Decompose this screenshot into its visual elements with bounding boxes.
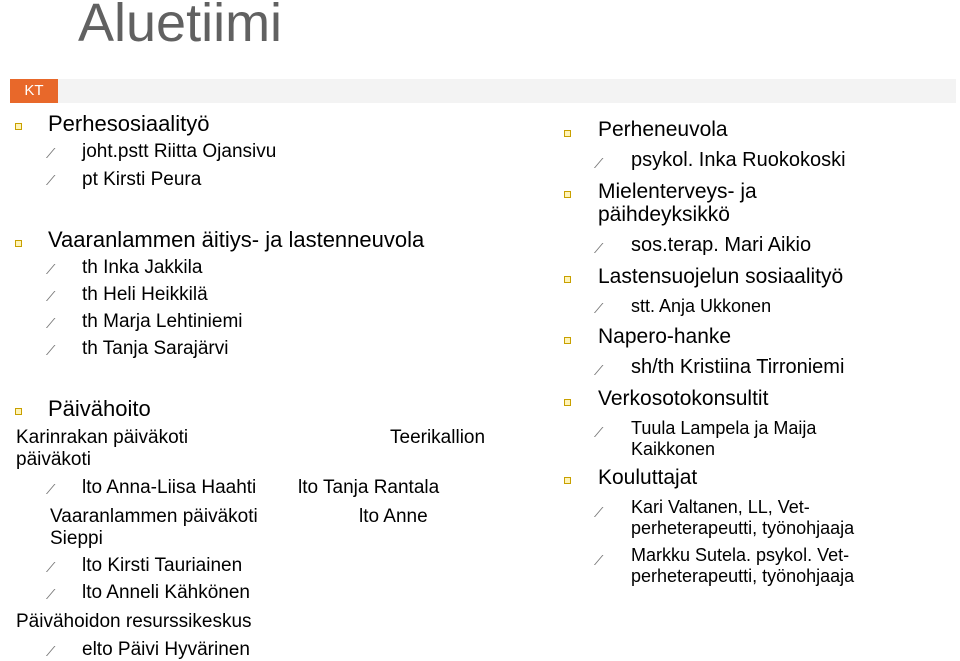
list-item: Kari Valtanen, LL, Vet- <box>631 497 810 517</box>
section-heading-napero: Napero-hanke <box>598 325 732 348</box>
daycare-name: Karinrakan päiväkoti <box>16 427 189 448</box>
list-item: elto Päivi Hyvärinen <box>82 639 250 660</box>
section-heading-kouluttajat: Kouluttajat <box>598 466 698 489</box>
dash-bullet-icon: ⁄ <box>598 362 601 379</box>
list-item: stt. Anja Ukkonen <box>631 296 772 316</box>
dash-bullet-icon: ⁄ <box>598 300 601 317</box>
list-item-cont: Kaikkonen <box>631 439 716 459</box>
list-item-cont: Sieppi <box>50 528 103 549</box>
dash-bullet-icon: ⁄ <box>50 481 53 498</box>
dash-bullet-icon: ⁄ <box>50 288 53 305</box>
section-heading-mielenterveys: Mielenterveys- ja <box>598 180 757 203</box>
list-item: th Tanja Sarajärvi <box>82 338 229 359</box>
dash-bullet-icon: ⁄ <box>598 552 601 569</box>
list-item: Markku Sutela. psykol. Vet- <box>631 545 850 565</box>
dash-bullet-icon: ⁄ <box>598 504 601 521</box>
dash-bullet-icon: ⁄ <box>50 643 53 660</box>
daycare-name: Vaaranlammen päiväkoti <box>50 506 258 527</box>
square-bullet-icon <box>564 399 571 406</box>
square-bullet-icon <box>564 337 571 344</box>
resurssi-heading: Päivähoidon resurssikeskus <box>16 611 252 632</box>
list-item: pt Kirsti Peura <box>82 169 202 190</box>
dash-bullet-icon: ⁄ <box>598 240 601 257</box>
list-item: sos.terap. Mari Aikio <box>631 234 812 256</box>
list-item: lto Anneli Kähkönen <box>82 582 250 603</box>
daycare-name: Teerikallion <box>390 427 486 448</box>
daycare-name-cont: päiväkoti <box>16 449 91 470</box>
section-heading-neuvola: Vaaranlammen äitiys- ja lastenneuvola <box>48 227 425 252</box>
list-item: th Heli Heikkilä <box>82 284 208 305</box>
list-item: lto Kirsti Tauriainen <box>82 555 243 576</box>
dash-bullet-icon: ⁄ <box>598 424 601 441</box>
dash-bullet-icon: ⁄ <box>50 342 53 359</box>
dash-bullet-icon: ⁄ <box>50 559 53 576</box>
section-heading-perheneuvola: Perheneuvola <box>598 118 728 141</box>
square-bullet-icon <box>564 276 571 283</box>
kt-tag: KT <box>10 79 58 103</box>
slide-title: Aluetiimi <box>78 0 283 53</box>
square-bullet-icon <box>564 130 571 137</box>
square-bullet-icon <box>15 123 22 130</box>
square-bullet-icon <box>15 240 22 247</box>
dash-bullet-icon: ⁄ <box>50 315 53 332</box>
list-item: joht.pstt Riitta Ojansivu <box>82 141 277 162</box>
dash-bullet-icon: ⁄ <box>50 172 53 189</box>
dash-bullet-icon: ⁄ <box>50 145 53 162</box>
list-item: sh/th Kristiina Tirroniemi <box>631 356 845 378</box>
list-item: lto Tanja Rantala <box>298 477 440 498</box>
section-heading-lastensuojelu: Lastensuojelun sosiaalityö <box>598 265 844 288</box>
section-heading-mielenterveys-cont: päihdeyksikkö <box>598 203 730 226</box>
list-item: psykol. Inka Ruokokoski <box>631 149 846 171</box>
list-item: lto Anne <box>359 506 428 527</box>
list-item: th Marja Lehtiniemi <box>82 311 243 332</box>
dash-bullet-icon: ⁄ <box>50 586 53 603</box>
section-heading-paivahoito: Päivähoito <box>48 396 151 421</box>
list-item-cont: perheterapeutti, työnohjaaja <box>631 518 855 538</box>
dash-bullet-icon: ⁄ <box>598 155 601 172</box>
list-item-cont: perheterapeutti, työnohjaaja <box>631 566 855 586</box>
header-band <box>10 79 956 103</box>
list-item: lto Anna-Liisa Haahti <box>82 477 257 498</box>
list-item: Tuula Lampela ja Maija <box>631 418 817 438</box>
dash-bullet-icon: ⁄ <box>50 261 53 278</box>
square-bullet-icon <box>15 408 22 415</box>
list-item: th Inka Jakkila <box>82 257 203 278</box>
square-bullet-icon <box>564 191 571 198</box>
section-heading-verkosto: Verkosotokonsultit <box>598 387 769 410</box>
section-heading-perhesosiaalityo: Perhesosiaalityö <box>48 111 210 136</box>
square-bullet-icon <box>564 477 571 484</box>
